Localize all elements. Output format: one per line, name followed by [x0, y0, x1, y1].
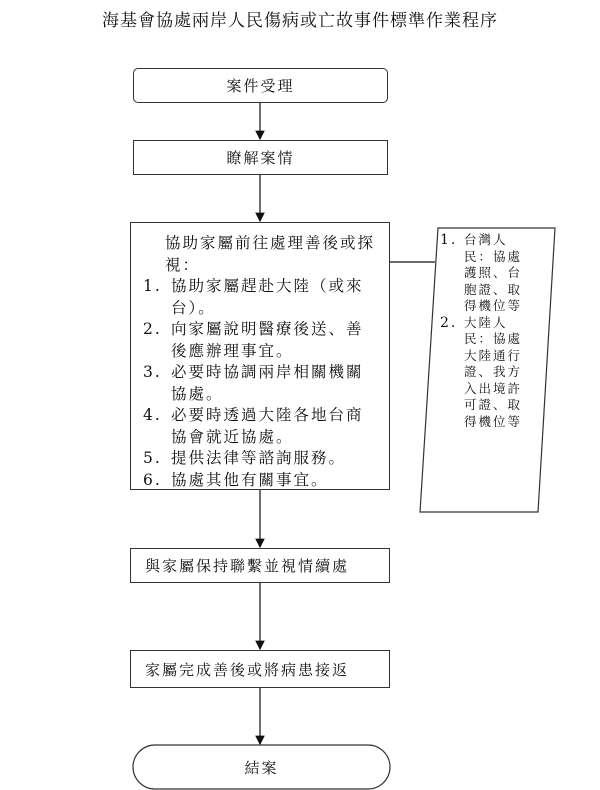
item-text: 必要時透過大陸各地台商協會就近協處。: [171, 406, 364, 446]
list-item: [143, 405, 379, 448]
item-number: 2.: [143, 320, 162, 338]
note-item: [440, 315, 550, 431]
step-case-intake: [133, 68, 388, 103]
step-label: 案件受理: [226, 77, 295, 95]
step-label: 家屬完成善後或將病患接返: [145, 660, 350, 679]
item-number: 6.: [143, 470, 162, 489]
item-number: 1.: [440, 232, 458, 248]
note-item: [440, 232, 550, 315]
item-text: 大陸人民：協處大陸通行證、我方入出境許可證、取得機位等: [464, 314, 523, 429]
item-number: 2.: [440, 314, 458, 331]
list-item: [143, 319, 379, 362]
step-assist-family: [130, 222, 390, 490]
step-heading: 協助家屬前往處理善後或探視：: [165, 234, 376, 274]
item-number: 5.: [143, 449, 162, 467]
list-item: [143, 362, 379, 405]
item-text: 協處其他有關事宜。: [171, 470, 329, 489]
step-label: 結案: [244, 758, 279, 777]
list-item: [143, 448, 379, 470]
note-documents: [440, 232, 550, 430]
step-keep-contact: [130, 548, 390, 583]
list-item: [143, 276, 379, 319]
chart-title: 海基會協處兩岸人民傷病或亡故事件標準作業程序: [102, 11, 498, 31]
step-family-complete: [130, 650, 390, 688]
item-number: 1.: [143, 277, 162, 295]
item-number: 3.: [143, 363, 162, 381]
item-text: 必要時協調兩岸相關機關協處。: [171, 363, 364, 403]
step-close-case: [133, 745, 390, 789]
step-understand-case: [133, 140, 388, 175]
item-number: 4.: [143, 406, 162, 424]
list-item: [143, 470, 379, 492]
step-label: 與家屬保持聯繫並視情續處: [145, 557, 350, 575]
item-text: 協助家屬趕赴大陸（或來台）。: [171, 277, 364, 317]
item-text: 台灣人民：協處護照、台胞證、取得機位等: [464, 232, 523, 313]
item-text: 提供法律等諮詢服務。: [171, 449, 347, 467]
step-label: 瞭解案情: [226, 149, 295, 167]
item-text: 向家屬說明醫療後送、善後應辦理事宜。: [171, 320, 364, 360]
